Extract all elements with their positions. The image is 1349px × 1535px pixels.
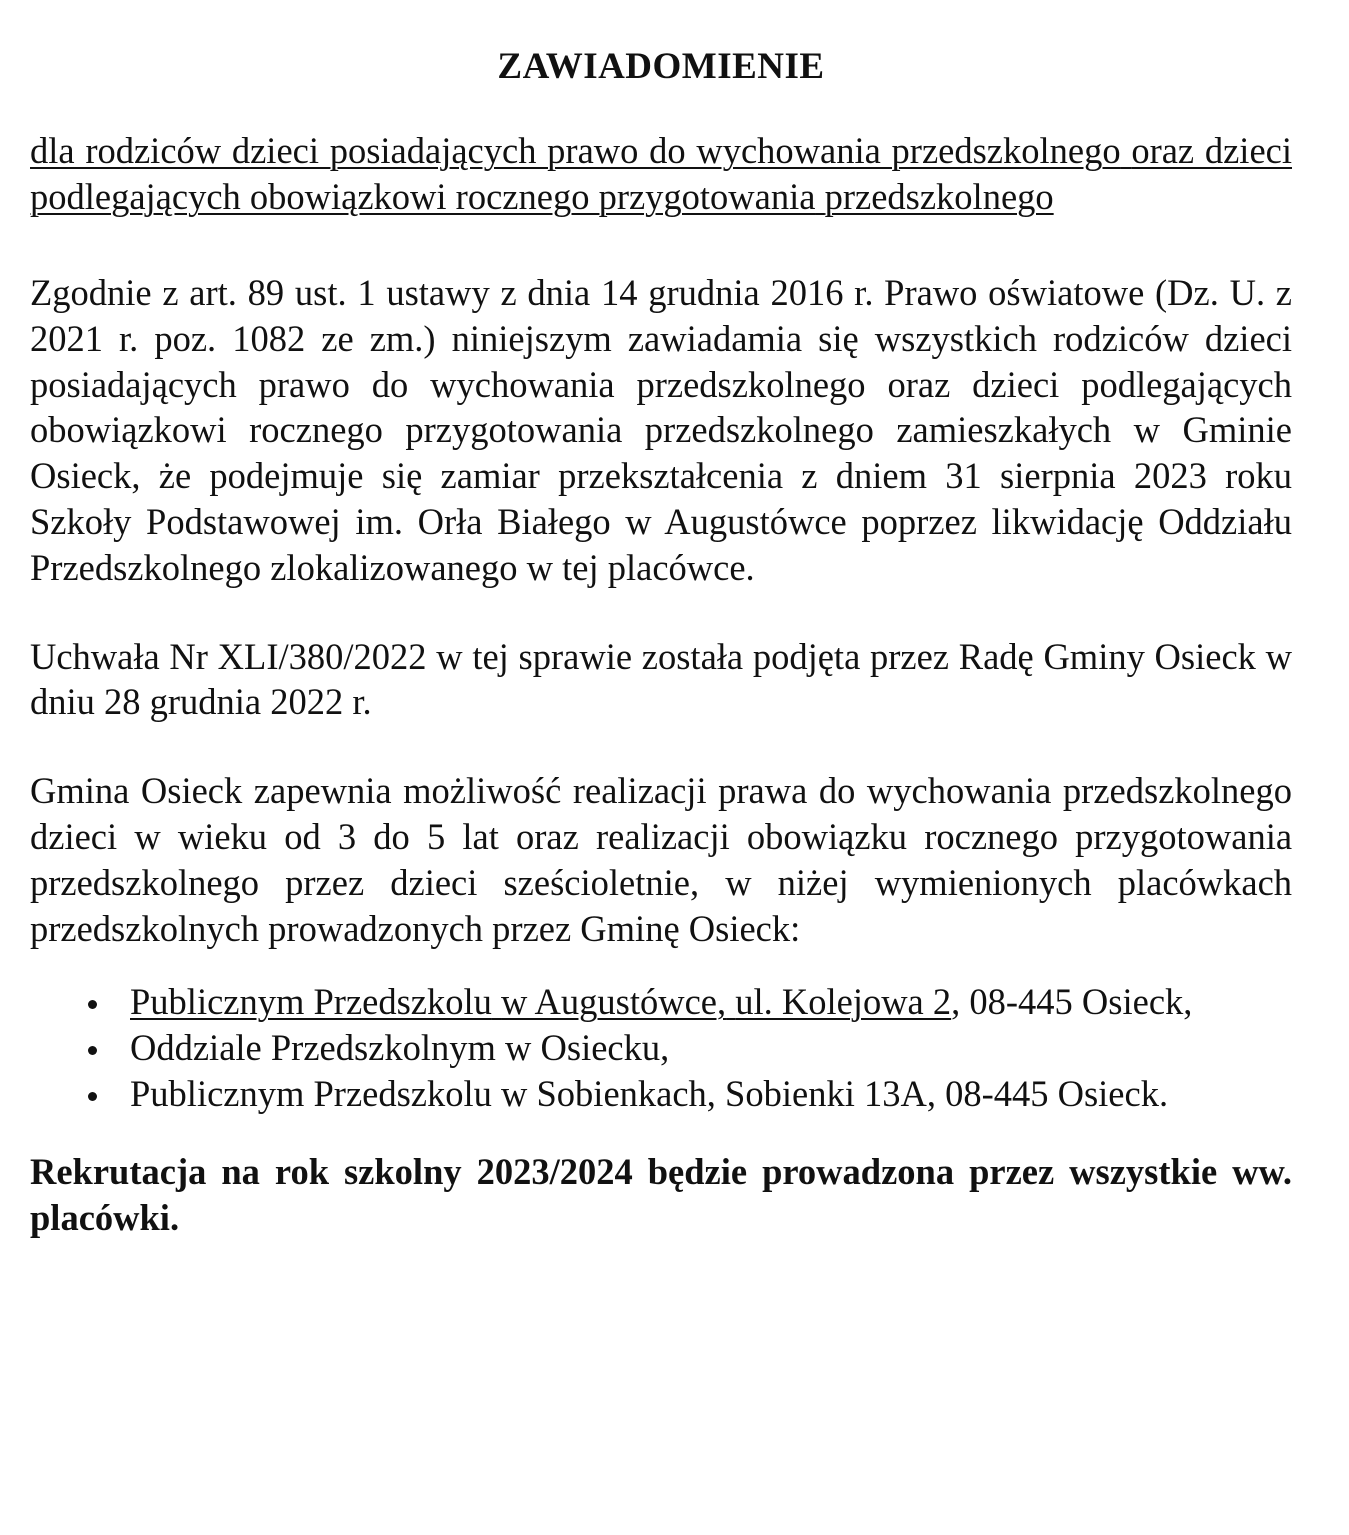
institutions-list [30,979,1292,1116]
intro-line-2: oraz dzieci [1131,130,1292,172]
intro-line-3: podlegających obowiązkowi rocznego przygotowania [30,176,816,218]
institution-1-underlined-locality: w Augustówce, [501,981,727,1023]
legal-basis-nowrap-2: w Gminie [1133,409,1293,451]
provision-paragraph [30,768,1292,951]
resolution-paragraph: Uchwała Nr XLI/380/2022 w tej sprawie została podjęta przez Radę Gminy Osieck w dniu 28 grudnia 2022 r. [30,635,1292,723]
legal-basis-nowrap-1: oraz dzieci [887,363,1060,405]
page-title: ZAWIADOMIENIE [497,46,825,87]
intro-line-4: przedszkolnego [824,176,1054,218]
list-item [30,1071,1292,1117]
provision-text-3: obowiązku rocznego przygotowania przedszkolnego przez dzieci sześcioletnie, [30,815,1293,903]
spacer-after-intro [30,220,1292,270]
spacer-after-legal-basis [30,591,1292,634]
bullet-point-icon [88,1046,97,1055]
recruitment-notice-paragraph: Rekrutacja na rok szkolny 2023/2024 będzie prowadzona przez wszystkie ww. placówki. [30,1150,1292,1238]
institution-3-name: Publicznym Przedszkolu w Sobienkach, Sobienki 13A, 08-445 Osieck. [130,1072,1169,1114]
bullet-point-icon [88,1092,97,1101]
list-item [30,979,1292,1025]
bullet-point-icon [88,1000,97,1009]
provision-nowrap-3: w niżej [725,861,849,903]
legal-basis-nowrap-3: w Augustówce [625,500,847,542]
institution-1-underlined-address: ul. Kolejowa 2 [735,981,952,1023]
legal-basis-text-1: Zgodnie z art. 89 ust. 1 ustawy z dnia 14 grudnia 2016 r. Prawo oświatowe (Dz. U. z 2021 r. poz. 1082 ze zm.) niniejszym zawiadamia się wszystkich rodziców dzieci posiadających prawo do wychowania przedszkolnego [30,271,1292,405]
legal-basis-paragraph [30,270,1292,591]
provision-text-2: od 3 do 5 lat [284,815,499,857]
provision-nowrap-2: oraz realizacji [516,815,730,857]
spacer-after-title [30,89,1292,128]
legal-basis-text-3: Osieck, że podejmuje się zamiar przekształcenia z dniem 31 sierpnia 2023 roku Szkoły Podstawowej im. Orła Białego [30,455,1292,542]
provision-text-1: Gmina Osieck zapewnia możliwość realizacji prawa do wychowania przedszkolnego dzieci [30,770,1292,857]
institution-1-plain-postcode: , 08-445 Osieck, [951,981,1193,1023]
legal-basis-text-4: poprzez likwidację Oddziału Przedszkolnego zlokalizowanego w tej placówce. [30,500,1292,588]
intro-paragraph [30,128,1292,220]
intro-line-1: dla rodziców dzieci posiadających prawo do wychowania przedszkolnego [30,130,1121,172]
legal-basis-text-2: podlegających obowiązkowi rocznego przygotowania przedszkolnego zamieszkałych [30,363,1293,451]
spacer-before-recruitment [30,1117,1292,1149]
institution-1-underlined-name: Publicznym Przedszkolu [130,981,492,1023]
spacer-after-resolution [30,725,1292,768]
list-item [30,1025,1292,1071]
provision-text-4: wymienionych placówkach przedszkolnych prowadzonych przez Gminę Osieck: [30,861,1293,949]
spacer-before-list [30,951,1292,979]
provision-nowrap-1: w wieku [134,815,268,857]
institution-2-name: Oddziale Przedszkolnym w Osiecku, [130,1027,670,1069]
